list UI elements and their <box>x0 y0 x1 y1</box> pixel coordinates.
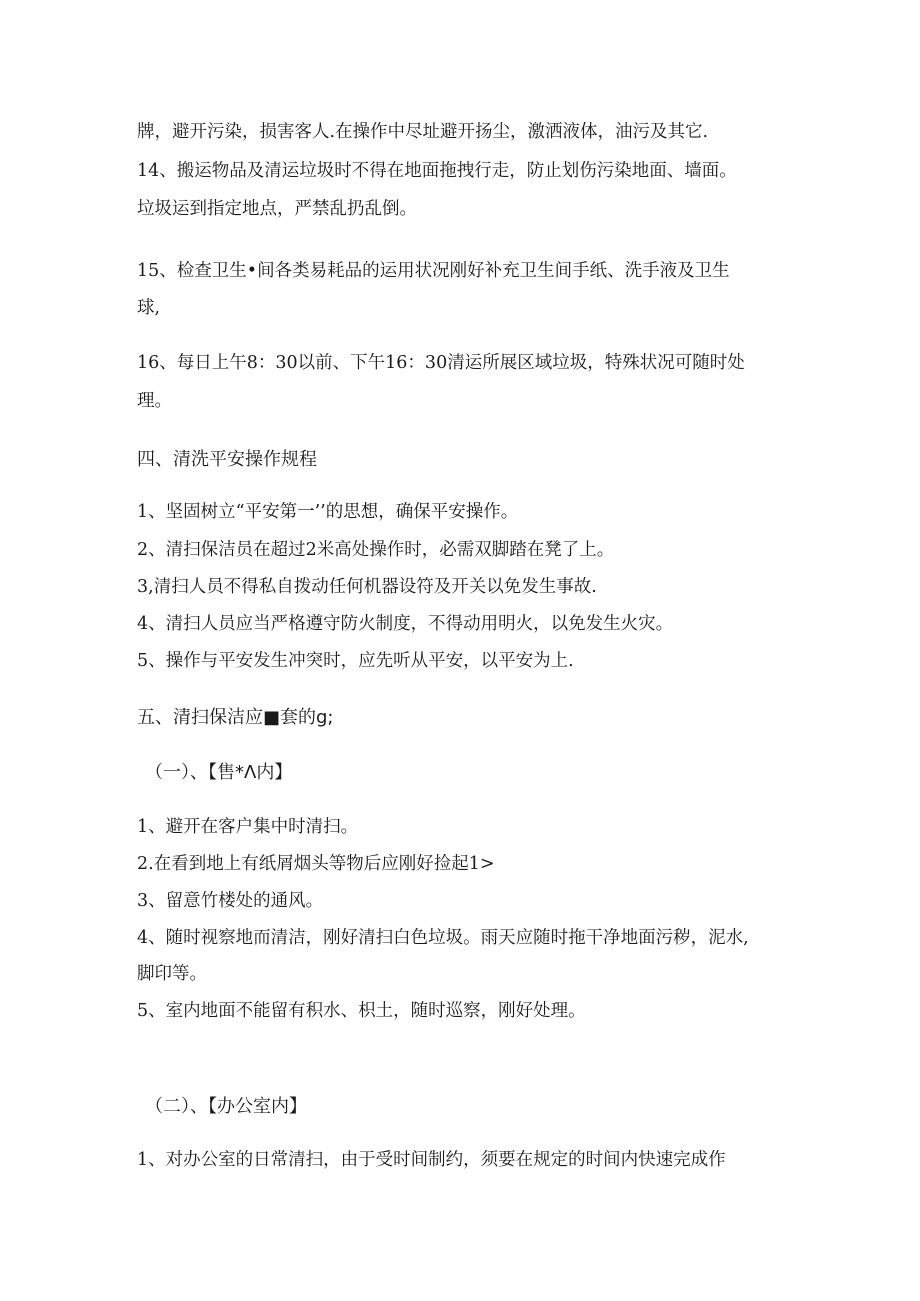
paragraph-line: 垃圾运到指定地点，严禁乱扔乱倒。 <box>137 199 417 219</box>
list-item: 1、对办公室的日常清扫，由于受时间制约，须要在规定的时间内快速完成作 <box>137 1150 726 1170</box>
list-item: 3、留意竹楼处的通风。 <box>137 891 324 911</box>
list-item: 1、避开在客户集中时清扫。 <box>137 817 359 837</box>
list-item: 3,清扫人员不得私自拨动任何机器设符及开关以免发生事故. <box>137 577 597 597</box>
section-heading: 五、清扫保洁应■套的g; <box>137 707 334 728</box>
list-item: 5、室内地面不能留有积水、枳土，随时巡察，刚好处理。 <box>137 1001 586 1021</box>
list-item: 4、随时视察地而清洁，刚好清扫白色垃圾。雨天应随时拖干净地面污秽，泥水, <box>137 928 749 948</box>
list-item: 5、操作与平安发生冲突时，应先听从平安，以平安为上. <box>137 651 574 671</box>
list-item: 4、清扫人员应当严格遵守防火制度，不得动用明火，以免发生火灾。 <box>137 614 674 634</box>
subsection-heading: （一）、【售*Λ内】 <box>145 762 293 783</box>
paragraph-line: 14、搬运物品及清运垃圾时不得在地面拖拽行走，防止划伤污染地面、墙面。 <box>137 161 737 181</box>
section-heading: 四、清洗平安操作规程 <box>137 449 317 470</box>
paragraph-line: 牌，避开污染，损害客人.在操作中尽址避开扬尘，激洒液体，油污及其它. <box>137 122 709 142</box>
subsection-heading: （二）、【办公室内】 <box>145 1096 307 1117</box>
paragraph-line: 理。 <box>137 391 172 411</box>
paragraph-line: 16、每日上午8：30以前、下午16：30清运所展区域垃圾，特殊状况可随时处 <box>137 353 745 373</box>
list-item: 2、清扫保洁员在超过2米高处操作时，必需双脚踏在凳了上。 <box>137 540 615 560</box>
list-item: 1、坚固树立“平安第一’’的思想，确保平安操作。 <box>137 502 519 522</box>
list-item: 2.在看到地上有纸屑烟头等物后应刚好捡起1> <box>137 854 495 874</box>
paragraph-line: 15、检查卫生•间各类易耗品的运用状况刚好补充卫生间手纸、洗手液及卫生 <box>137 261 730 281</box>
paragraph-line: 球, <box>137 298 161 318</box>
list-item: 脚印等。 <box>137 964 207 984</box>
